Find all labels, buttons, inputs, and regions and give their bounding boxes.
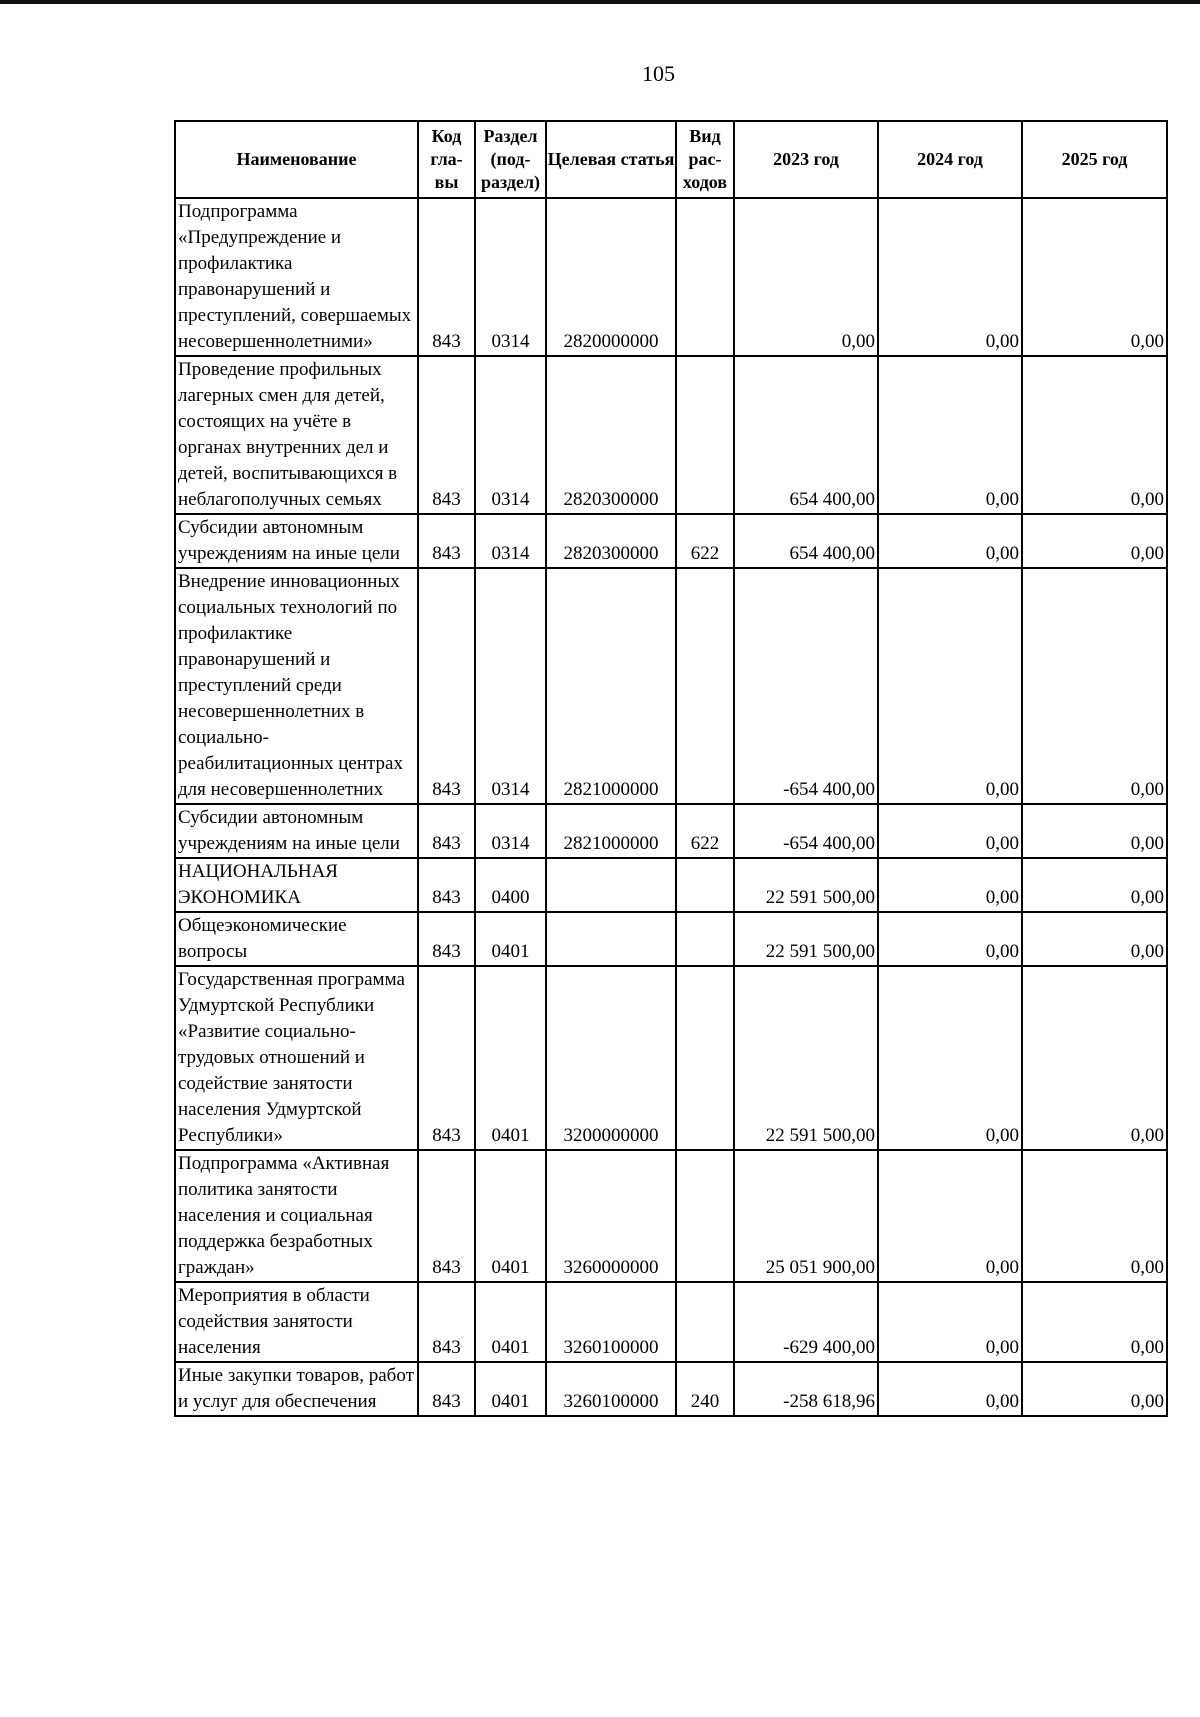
row-name: Подпрограмма «Предупреждение и профилактика правонарушений и преступлений, совершаемых несовершеннолетними»: [175, 198, 418, 356]
row-2023: 22 591 500,00: [734, 912, 878, 966]
row-target-article: [546, 912, 676, 966]
row-name: Внедрение инновационных социальных технологий по профилактике правонарушений и преступлений среди несовершеннолетних в социально-реабилитационных центрах для несовершеннолетних: [175, 568, 418, 804]
row-section: 0401: [475, 912, 546, 966]
row-chapter-code: 843: [418, 356, 475, 514]
row-2024: 0,00: [878, 198, 1022, 356]
row-section: 0314: [475, 198, 546, 356]
table-row: [175, 1282, 1167, 1362]
row-name: Иные закупки товаров, работ и услуг для обеспечения: [175, 1362, 418, 1416]
row-2024: 0,00: [878, 1362, 1022, 1416]
row-chapter-code: 843: [418, 966, 475, 1150]
row-name: Подпрограмма «Активная политика занятости населения и социальная поддержка безработных граждан»: [175, 1150, 418, 1282]
row-expense-type: [676, 858, 734, 912]
row-name: Субсидии автономным учреждениям на иные цели: [175, 804, 418, 858]
row-expense-type: [676, 198, 734, 356]
table-row: [175, 804, 1167, 858]
row-expense-type: [676, 568, 734, 804]
row-2023: 654 400,00: [734, 514, 878, 568]
row-2023: -629 400,00: [734, 1282, 878, 1362]
row-expense-type: 240: [676, 1362, 734, 1416]
row-target-article: 3260000000: [546, 1150, 676, 1282]
row-2024: 0,00: [878, 514, 1022, 568]
row-chapter-code: 843: [418, 198, 475, 356]
budget-table: [174, 120, 1168, 1417]
row-expense-type: [676, 356, 734, 514]
row-2024: 0,00: [878, 1150, 1022, 1282]
row-chapter-code: 843: [418, 568, 475, 804]
header-expense-type: Вид рас- ходов: [676, 121, 734, 198]
row-target-article: 2820300000: [546, 514, 676, 568]
scan-edge: [0, 0, 1200, 4]
row-2025: 0,00: [1022, 568, 1167, 804]
row-name: Мероприятия в области содействия занятости населения: [175, 1282, 418, 1362]
row-target-article: 3260100000: [546, 1362, 676, 1416]
header-row: [175, 121, 1167, 198]
row-name: Государственная программа Удмуртской Республики «Развитие социально-трудовых отношений и содействие занятости населения Удмуртской Республики»: [175, 966, 418, 1150]
row-expense-type: 622: [676, 514, 734, 568]
row-2025: 0,00: [1022, 1282, 1167, 1362]
row-2024: 0,00: [878, 858, 1022, 912]
header-name: Наименование: [175, 121, 418, 198]
row-target-article: 2821000000: [546, 568, 676, 804]
table-row: [175, 858, 1167, 912]
row-expense-type: [676, 1282, 734, 1362]
row-expense-type: [676, 1150, 734, 1282]
row-2024: 0,00: [878, 356, 1022, 514]
row-target-article: [546, 858, 676, 912]
row-2023: 654 400,00: [734, 356, 878, 514]
header-2024: 2024 год: [878, 121, 1022, 198]
row-2023: 22 591 500,00: [734, 966, 878, 1150]
row-section: 0314: [475, 804, 546, 858]
row-section: 0401: [475, 966, 546, 1150]
header-section: Раздел (под- раздел): [475, 121, 546, 198]
row-chapter-code: 843: [418, 1150, 475, 1282]
row-name: Субсидии автономным учреждениям на иные цели: [175, 514, 418, 568]
row-expense-type: 622: [676, 804, 734, 858]
row-2023: 0,00: [734, 198, 878, 356]
row-2025: 0,00: [1022, 858, 1167, 912]
row-target-article: 3200000000: [546, 966, 676, 1150]
row-2025: 0,00: [1022, 514, 1167, 568]
row-expense-type: [676, 966, 734, 1150]
page-number: 105: [642, 61, 675, 86]
table-row: [175, 1150, 1167, 1282]
header-chapter-code: Код гла- вы: [418, 121, 475, 198]
row-2023: 22 591 500,00: [734, 858, 878, 912]
row-2023: 25 051 900,00: [734, 1150, 878, 1282]
table-row: [175, 1362, 1167, 1416]
row-chapter-code: 843: [418, 912, 475, 966]
row-2023: -258 618,96: [734, 1362, 878, 1416]
row-2024: 0,00: [878, 966, 1022, 1150]
row-name: НАЦИОНАЛЬНАЯ ЭКОНОМИКА: [175, 858, 418, 912]
row-2025: 0,00: [1022, 1150, 1167, 1282]
row-2025: 0,00: [1022, 198, 1167, 356]
row-chapter-code: 843: [418, 1362, 475, 1416]
row-target-article: 2821000000: [546, 804, 676, 858]
header-target-article: Целевая статья: [546, 121, 676, 198]
table-row: [175, 356, 1167, 514]
row-section: 0314: [475, 568, 546, 804]
row-2024: 0,00: [878, 568, 1022, 804]
header-2025: 2025 год: [1022, 121, 1167, 198]
table-row: [175, 966, 1167, 1150]
row-2024: 0,00: [878, 912, 1022, 966]
row-2024: 0,00: [878, 1282, 1022, 1362]
row-name: Общеэкономические вопросы: [175, 912, 418, 966]
header-2023: 2023 год: [734, 121, 878, 198]
row-target-article: 2820300000: [546, 356, 676, 514]
row-section: 0401: [475, 1282, 546, 1362]
row-2023: -654 400,00: [734, 568, 878, 804]
table-row: [175, 568, 1167, 804]
table-row: [175, 514, 1167, 568]
row-section: 0314: [475, 356, 546, 514]
row-section: 0400: [475, 858, 546, 912]
row-expense-type: [676, 912, 734, 966]
row-2025: 0,00: [1022, 966, 1167, 1150]
row-2024: 0,00: [878, 804, 1022, 858]
row-target-article: 3260100000: [546, 1282, 676, 1362]
table-row: [175, 912, 1167, 966]
row-section: 0314: [475, 514, 546, 568]
row-chapter-code: 843: [418, 804, 475, 858]
row-chapter-code: 843: [418, 1282, 475, 1362]
row-section: 0401: [475, 1362, 546, 1416]
row-name: Проведение профильных лагерных смен для детей, состоящих на учёте в органах внутренних дел и детей, воспитывающихся в неблагополучных семьях: [175, 356, 418, 514]
row-chapter-code: 843: [418, 514, 475, 568]
row-2025: 0,00: [1022, 804, 1167, 858]
table-row: [175, 198, 1167, 356]
row-2025: 0,00: [1022, 356, 1167, 514]
row-target-article: 2820000000: [546, 198, 676, 356]
row-2023: -654 400,00: [734, 804, 878, 858]
row-2025: 0,00: [1022, 1362, 1167, 1416]
row-section: 0401: [475, 1150, 546, 1282]
row-chapter-code: 843: [418, 858, 475, 912]
row-2025: 0,00: [1022, 912, 1167, 966]
